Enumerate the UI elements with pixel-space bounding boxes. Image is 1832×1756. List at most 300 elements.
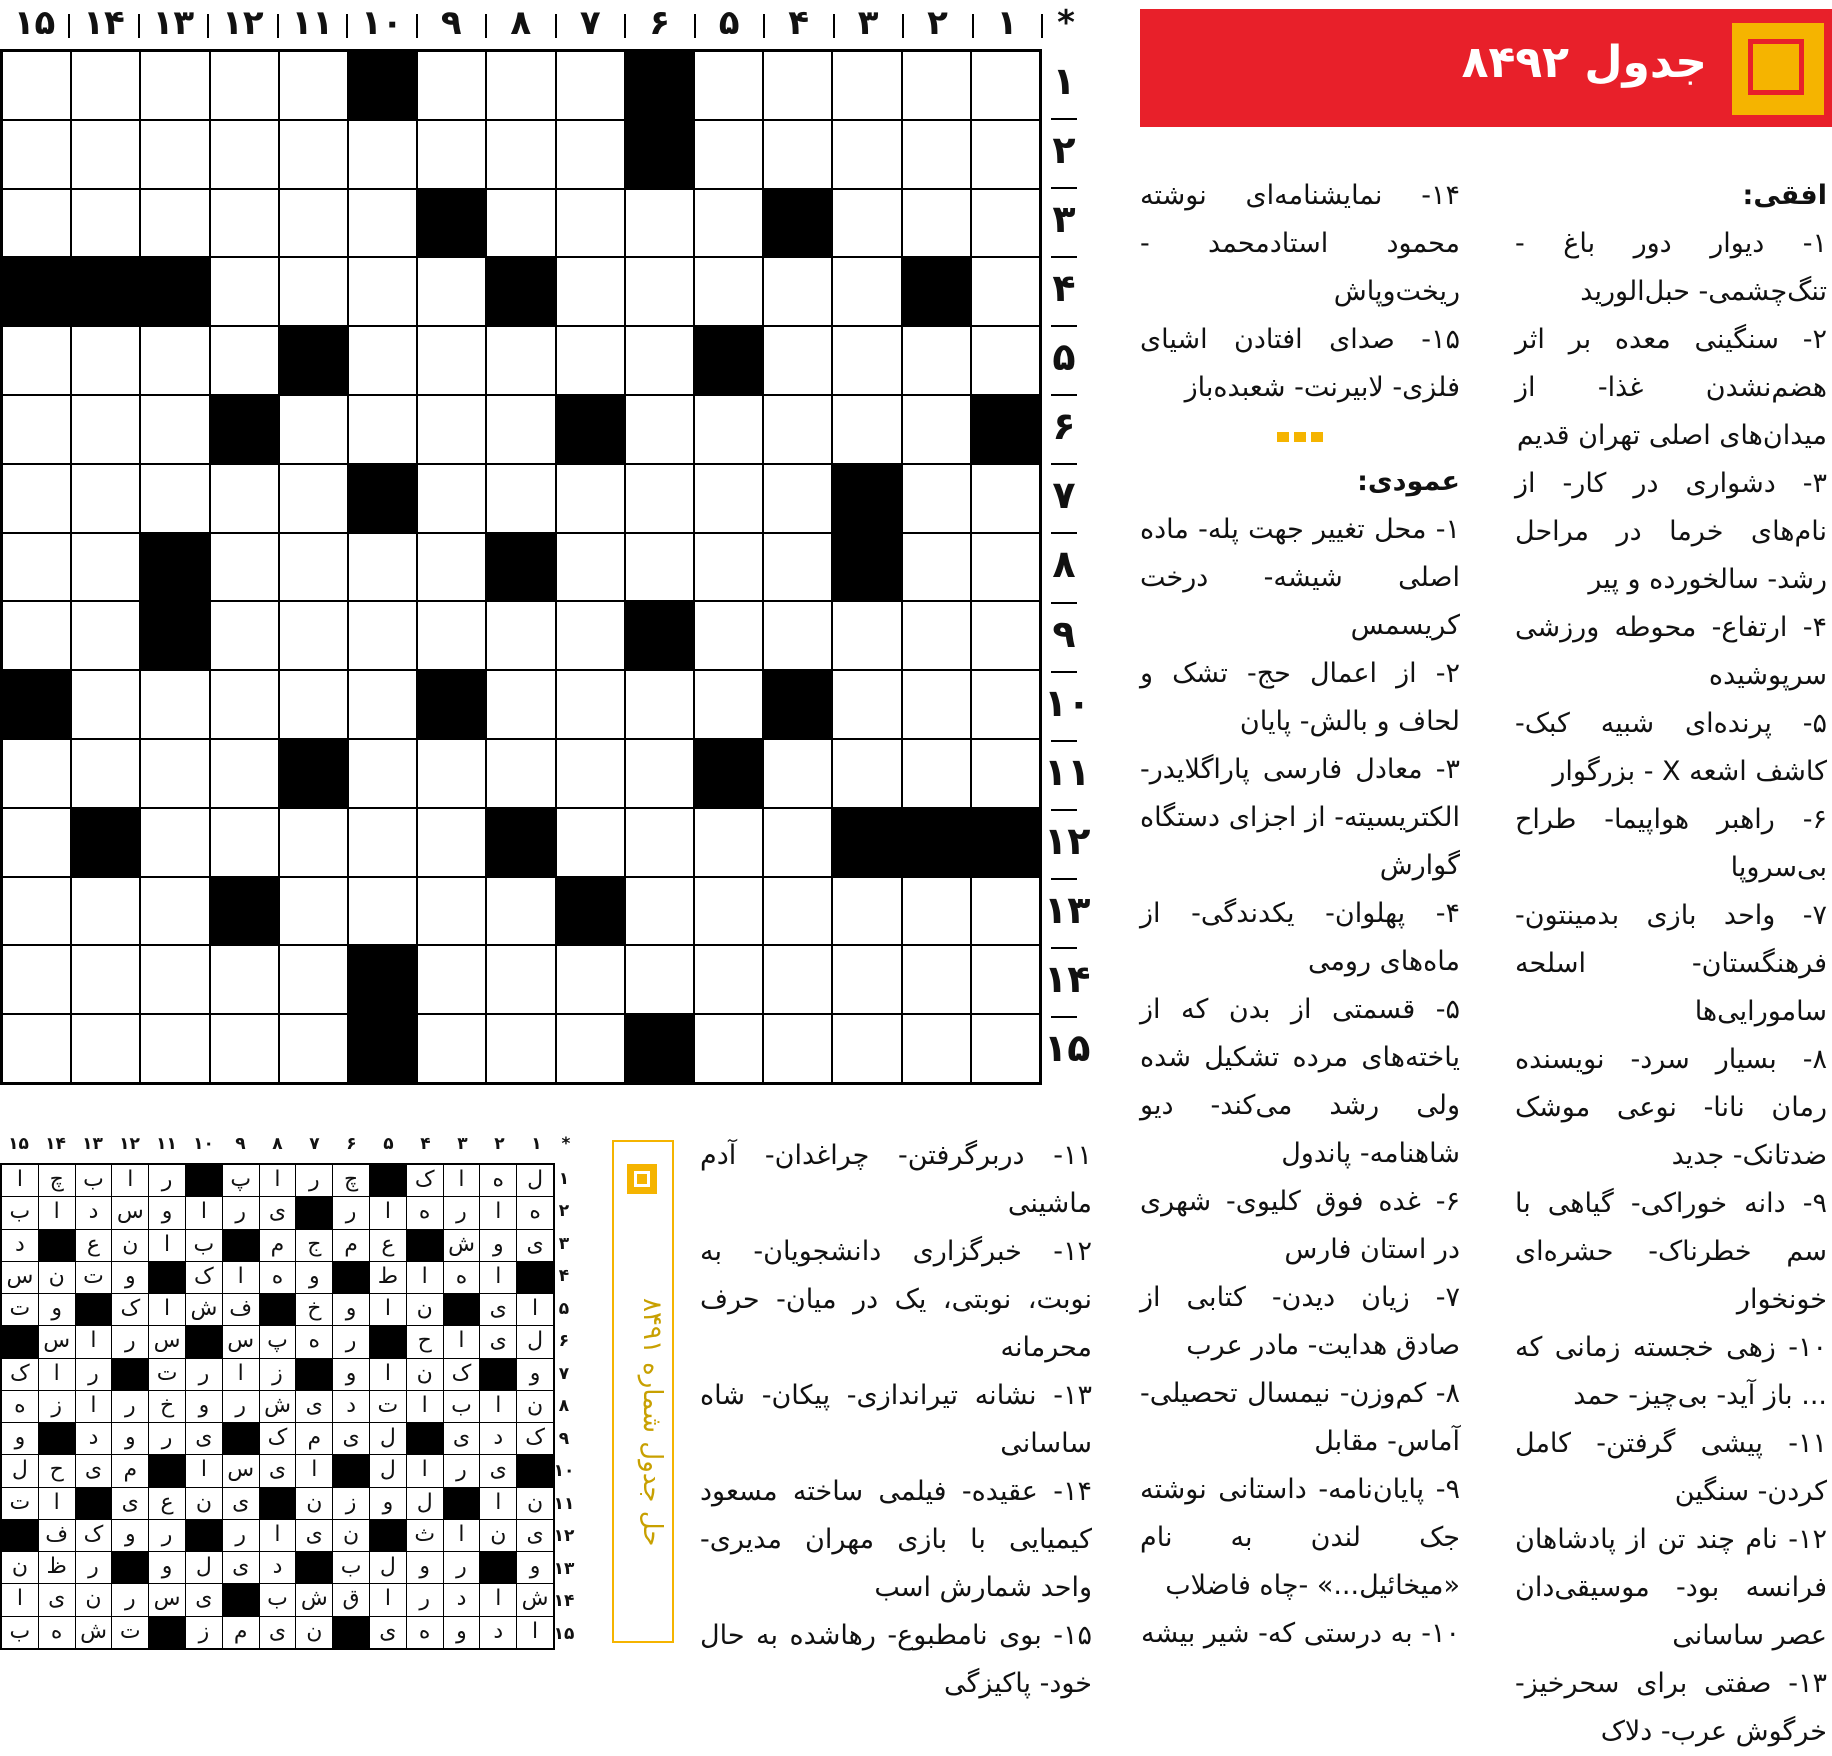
grid-cell xyxy=(557,190,624,257)
grid-cell xyxy=(972,809,1039,876)
solution-cell: ل xyxy=(517,1326,553,1357)
solution-cell: ل xyxy=(407,1488,443,1519)
solution-cell: ا xyxy=(76,1326,112,1357)
solution-cell: ا xyxy=(480,1488,516,1519)
grid-cell xyxy=(349,258,416,325)
grid-cell xyxy=(211,809,278,876)
solution-cell xyxy=(39,1230,75,1261)
solution-cell: ک xyxy=(186,1262,222,1293)
grid-cell xyxy=(418,121,485,188)
grid-cell xyxy=(141,809,208,876)
solution-cell: ز xyxy=(333,1488,369,1519)
grid-cell xyxy=(211,878,278,945)
solution-cell: ه xyxy=(407,1617,443,1648)
grid-cell xyxy=(487,671,554,738)
grid-cell xyxy=(833,602,900,669)
solution-row-number: ۲ xyxy=(558,1201,570,1222)
solution-cell: ن xyxy=(407,1294,443,1325)
solution-cell: ر xyxy=(333,1197,369,1228)
grid-cell xyxy=(626,396,693,463)
grid-cell xyxy=(72,121,139,188)
solution-cell: ن xyxy=(112,1230,148,1261)
grid-cell xyxy=(833,327,900,394)
grid-cell xyxy=(3,534,70,601)
solution-cell: چ xyxy=(333,1165,369,1196)
solution-cell xyxy=(370,1326,406,1357)
solution-cell: د xyxy=(76,1197,112,1228)
solution-cell: ب xyxy=(260,1584,296,1615)
grid-cell xyxy=(280,121,347,188)
solution-cell: ا xyxy=(223,1262,259,1293)
column-number: * xyxy=(1057,3,1075,43)
grid-cell xyxy=(833,1015,900,1082)
solution-cell: ز xyxy=(186,1617,222,1648)
solution-cell: ه xyxy=(517,1197,553,1228)
grid-cell xyxy=(557,1015,624,1082)
row-number: ۱۵ xyxy=(1044,1025,1091,1070)
clue-line: ۷- زیان دیدن- کتابی از صادق هدایت- مادر عرب xyxy=(1140,1282,1460,1361)
solution-cell: ی xyxy=(480,1294,516,1325)
solution-cell: خ xyxy=(149,1391,185,1422)
grid-cell xyxy=(349,465,416,532)
grid-cell xyxy=(487,602,554,669)
solution-cell: ر xyxy=(76,1552,112,1583)
solution-cell: و xyxy=(296,1262,332,1293)
solution-cell: ا xyxy=(370,1197,406,1228)
solution-cell: ی xyxy=(480,1326,516,1357)
solution-cell: ه xyxy=(296,1326,332,1357)
solution-cell: و xyxy=(39,1294,75,1325)
grid-cell xyxy=(972,190,1039,257)
solution-cell: ا xyxy=(407,1262,443,1293)
column-number: ۸ xyxy=(510,3,532,43)
solution-cell: ه xyxy=(260,1262,296,1293)
clue-line: ۱۵- صدای افتادن اشیای فلزی- لابیرنت- شعبده‌باز xyxy=(1140,324,1460,403)
grid-cell xyxy=(557,258,624,325)
grid-cell xyxy=(72,946,139,1013)
grid-cell xyxy=(418,534,485,601)
column-number: ۹ xyxy=(440,3,462,43)
solution-cell: و xyxy=(444,1617,480,1648)
grid-cell xyxy=(3,258,70,325)
solution-cell: و xyxy=(2,1423,38,1454)
header-banner xyxy=(1140,9,1832,127)
row-number: ۸ xyxy=(1052,542,1076,587)
solution-row-number: ۱۴ xyxy=(553,1591,575,1612)
grid-cell xyxy=(211,602,278,669)
solution-cell: ن xyxy=(407,1359,443,1390)
solution-cell: ا xyxy=(112,1165,148,1196)
solution-cell: ا xyxy=(186,1197,222,1228)
solution-cell: ر xyxy=(149,1520,185,1551)
solution-cell: ر xyxy=(112,1391,148,1422)
grid-cell xyxy=(72,1015,139,1082)
solution-row-number: ۹ xyxy=(558,1428,570,1449)
solution-cell: ی xyxy=(112,1488,148,1519)
solution-cell: ج xyxy=(296,1230,332,1261)
grid-cell xyxy=(972,52,1039,119)
solution-cell: ن xyxy=(2,1552,38,1583)
grid-cell xyxy=(211,534,278,601)
grid-cell xyxy=(764,121,831,188)
clue-line: ۱۵- بوی نامطبوع- رهاشده به حال خود- پاکیزگی xyxy=(700,1620,1092,1699)
solution-cell: ح xyxy=(407,1326,443,1357)
solution-cell: ر xyxy=(223,1197,259,1228)
grid-cell xyxy=(695,1015,762,1082)
solution-cell: ا xyxy=(39,1197,75,1228)
solution-cell: ت xyxy=(370,1391,406,1422)
grid-cell xyxy=(211,671,278,738)
grid-cell xyxy=(626,671,693,738)
solution-cell: ب xyxy=(444,1391,480,1422)
solution-cell: ک xyxy=(76,1520,112,1551)
grid-cell xyxy=(695,671,762,738)
solution-cell: ا xyxy=(2,1584,38,1615)
grid-cell xyxy=(833,258,900,325)
grid-cell xyxy=(833,809,900,876)
solution-cell: ن xyxy=(480,1520,516,1551)
solution-cell: م xyxy=(296,1423,332,1454)
solution-column-number: ۵ xyxy=(383,1134,394,1154)
grid-cell xyxy=(280,258,347,325)
grid-cell xyxy=(280,396,347,463)
solution-column-number: ۸ xyxy=(272,1134,283,1154)
solution-cell: ق xyxy=(333,1584,369,1615)
grid-cell xyxy=(211,740,278,807)
solution-cell: و xyxy=(149,1197,185,1228)
solution-cell: ه xyxy=(444,1262,480,1293)
solution-cell: و xyxy=(112,1262,148,1293)
grid-cell xyxy=(695,534,762,601)
grid-cell xyxy=(557,602,624,669)
solution-cell: ش xyxy=(517,1584,553,1615)
solution-cell: ن xyxy=(296,1617,332,1648)
grid-cell xyxy=(903,878,970,945)
solution-cell: ه xyxy=(480,1165,516,1196)
clue-line: ۳- دشواری در کار- از نام‌های خرما در مراحل رشد- سالخورده و پیر xyxy=(1515,468,1827,595)
grid-cell xyxy=(211,327,278,394)
solution-cell: د xyxy=(76,1423,112,1454)
grid-cell xyxy=(557,740,624,807)
grid-cell xyxy=(903,52,970,119)
clue-line: ۲- سنگینی معده بر اثر هضم‌نشدن غذا- از میدان‌های اصلی تهران قدیم xyxy=(1515,324,1827,451)
solution-cell: ش xyxy=(186,1294,222,1325)
grid-cell xyxy=(3,465,70,532)
grid-cell xyxy=(349,740,416,807)
grid-cell xyxy=(764,327,831,394)
grid-cell xyxy=(349,946,416,1013)
grid-cell xyxy=(626,946,693,1013)
solution-cell: ا xyxy=(444,1165,480,1196)
solution-cell: و xyxy=(407,1552,443,1583)
grid-cell xyxy=(626,190,693,257)
solution-cell: د xyxy=(480,1617,516,1648)
grid-cell xyxy=(903,465,970,532)
solution-cell: ی xyxy=(517,1520,553,1551)
grid-cell xyxy=(141,671,208,738)
solution-cell xyxy=(186,1326,222,1357)
solution-cell: ش xyxy=(76,1617,112,1648)
solution-row-number: ۱۱ xyxy=(553,1493,575,1514)
solution-cell: ا xyxy=(444,1520,480,1551)
solution-cell: ل xyxy=(517,1165,553,1196)
solution-cell: ز xyxy=(39,1391,75,1422)
solution-cell: ب xyxy=(186,1230,222,1261)
solution-cell: ل xyxy=(370,1455,406,1486)
solution-cell: ی xyxy=(76,1455,112,1486)
grid-cell xyxy=(349,52,416,119)
solution-cell xyxy=(223,1584,259,1615)
solution-cell: ظ xyxy=(39,1552,75,1583)
solution-cell: ز xyxy=(260,1359,296,1390)
grid-cell xyxy=(626,327,693,394)
solution-cell: ن xyxy=(76,1584,112,1615)
grid-cell xyxy=(418,327,485,394)
solution-cell: و xyxy=(517,1359,553,1390)
grid-cell xyxy=(211,258,278,325)
grid-cell xyxy=(141,327,208,394)
grid-cell xyxy=(557,327,624,394)
grid-cell xyxy=(557,121,624,188)
solution-cell xyxy=(76,1294,112,1325)
grid-cell xyxy=(349,396,416,463)
grid-cell xyxy=(418,878,485,945)
solution-cell: ا xyxy=(480,1197,516,1228)
grid-cell xyxy=(764,602,831,669)
solution-column-number: ۱ xyxy=(531,1134,542,1154)
grid-cell xyxy=(418,809,485,876)
solution-cell: ر xyxy=(186,1359,222,1390)
solution-cell xyxy=(333,1617,369,1648)
solution-cell: ط xyxy=(370,1262,406,1293)
grid-cell xyxy=(833,396,900,463)
solution-column-number: ۷ xyxy=(309,1134,320,1154)
solution-cell: ا xyxy=(407,1455,443,1486)
column-number: ۱۳ xyxy=(152,3,195,43)
clue-line: ۱۴- عقیده- فیلمی ساخته مسعود کیمیایی با بازی مهران مدیری- واحد شمارش اسب xyxy=(700,1476,1092,1603)
solution-cell: ن xyxy=(186,1488,222,1519)
clue-line: ۴- پهلوان- یکدندگی- از ماه‌های رومی xyxy=(1140,898,1460,977)
grid-cell xyxy=(626,602,693,669)
grid-cell xyxy=(487,258,554,325)
clue-line: ۱- محل تغییر جهت پله- ماده اصلی شیشه- درخت کریسمس xyxy=(1140,514,1460,641)
grid-cell xyxy=(349,190,416,257)
clue-line: ۹- دانه خوراکی- گیاهی با سم خطرناک- حشره‌ای خونخوار xyxy=(1515,1188,1827,1315)
grid-cell xyxy=(72,878,139,945)
grid-cell xyxy=(349,534,416,601)
row-number: ۶ xyxy=(1052,404,1076,449)
grid-cell xyxy=(903,190,970,257)
row-number: ۲ xyxy=(1052,128,1076,173)
solution-cell: ا xyxy=(517,1294,553,1325)
solution-cell: ن xyxy=(39,1262,75,1293)
grid-cell xyxy=(695,740,762,807)
solution-cell: ی xyxy=(260,1197,296,1228)
grid-cell xyxy=(487,190,554,257)
grid-cell xyxy=(487,52,554,119)
solution-cell: ب xyxy=(76,1165,112,1196)
solution-cell: ش xyxy=(260,1391,296,1422)
solution-cell xyxy=(296,1359,332,1390)
grid-cell xyxy=(487,946,554,1013)
grid-cell xyxy=(695,602,762,669)
grid-cell xyxy=(972,465,1039,532)
solution-cell xyxy=(223,1230,259,1261)
solution-cell: ن xyxy=(517,1391,553,1422)
page-title: جدول ۸۴۹۲ xyxy=(1461,37,1707,88)
solution-cell: ا xyxy=(407,1391,443,1422)
row-number: ۱۴ xyxy=(1044,956,1091,1001)
solution-row-number: ۱ xyxy=(558,1169,570,1189)
grid-cell xyxy=(972,946,1039,1013)
solution-row-number: ۷ xyxy=(558,1363,570,1384)
grid-cell xyxy=(833,878,900,945)
grid-cell xyxy=(141,52,208,119)
clue-line: ۷- واحد بازی بدمینتون- فرهنگستان- اسلحه سامورایی‌ها xyxy=(1515,900,1827,1027)
grid-cell xyxy=(695,878,762,945)
solution-logo-icon xyxy=(627,1164,657,1194)
solution-cell xyxy=(296,1197,332,1228)
solution-cell: ر xyxy=(333,1326,369,1357)
grid-cell xyxy=(211,465,278,532)
grid-cell xyxy=(487,534,554,601)
grid-cell xyxy=(487,740,554,807)
grid-cell xyxy=(3,740,70,807)
solution-grid xyxy=(0,1163,555,1650)
solution-cell: ف xyxy=(39,1520,75,1551)
solution-cell: س xyxy=(2,1262,38,1293)
grid-cell xyxy=(903,946,970,1013)
grid-cell xyxy=(833,465,900,532)
column-number: ۱۲ xyxy=(222,3,264,43)
solution-cell: ا xyxy=(480,1391,516,1422)
grid-cell xyxy=(280,1015,347,1082)
grid-cell xyxy=(972,121,1039,188)
column-number: ۱۱ xyxy=(291,3,334,43)
row-number: ۷ xyxy=(1052,473,1076,518)
grid-cell xyxy=(972,671,1039,738)
solution-row-number: ۴ xyxy=(558,1266,570,1287)
solution-cell: ا xyxy=(149,1230,185,1261)
grid-cell xyxy=(972,258,1039,325)
solution-cell xyxy=(480,1552,516,1583)
solution-cell: ت xyxy=(149,1359,185,1390)
grid-cell xyxy=(418,190,485,257)
solution-cell: س xyxy=(223,1455,259,1486)
grid-cell xyxy=(141,534,208,601)
grid-cell xyxy=(557,534,624,601)
solution-cell: ع xyxy=(370,1230,406,1261)
grid-cell xyxy=(487,121,554,188)
column-number: ۳ xyxy=(857,3,879,43)
grid-cell xyxy=(72,534,139,601)
clue-line: ۲- از اعمال حج- تشک و لحاف و بالش- پایان xyxy=(1140,658,1460,737)
solution-column-number: ۳ xyxy=(457,1134,468,1154)
solution-cell xyxy=(2,1520,38,1551)
solution-cell: ی xyxy=(186,1584,222,1615)
solution-cell xyxy=(296,1552,332,1583)
grid-cell xyxy=(3,946,70,1013)
grid-cell xyxy=(141,602,208,669)
solution-cell xyxy=(444,1294,480,1325)
solution-column-number: ۱۰ xyxy=(193,1134,214,1154)
solution-row-number: ۳ xyxy=(558,1233,570,1254)
grid-cell xyxy=(487,1015,554,1082)
grid-cell xyxy=(833,190,900,257)
grid-cell xyxy=(764,534,831,601)
column-number: ۶ xyxy=(649,3,671,43)
solution-column-number: ۱۳ xyxy=(82,1134,103,1154)
grid-cell xyxy=(280,534,347,601)
grid-cell xyxy=(764,809,831,876)
grid-cell xyxy=(626,465,693,532)
grid-cell xyxy=(626,809,693,876)
grid-cell xyxy=(280,52,347,119)
row-number: ۹ xyxy=(1052,611,1076,656)
grid-cell xyxy=(72,258,139,325)
solution-cell: ل xyxy=(186,1552,222,1583)
solution-cell xyxy=(39,1423,75,1454)
grid-cell xyxy=(141,465,208,532)
solution-cell: و xyxy=(186,1391,222,1422)
solution-cell: ا xyxy=(517,1617,553,1648)
solution-cell: س xyxy=(149,1326,185,1357)
solution-cell: س xyxy=(149,1584,185,1615)
solution-cell: ا xyxy=(39,1359,75,1390)
grid-cell xyxy=(211,190,278,257)
solution-cell: ر xyxy=(407,1584,443,1615)
grid-cell xyxy=(764,258,831,325)
solution-cell xyxy=(517,1455,553,1486)
grid-cell xyxy=(764,396,831,463)
grid-cell xyxy=(280,190,347,257)
grid-cell xyxy=(280,671,347,738)
grid-cell xyxy=(418,740,485,807)
grid-cell xyxy=(487,327,554,394)
solution-cell: ی xyxy=(333,1423,369,1454)
grid-cell xyxy=(972,534,1039,601)
solution-cell: ن xyxy=(517,1488,553,1519)
clue-line: ۳- معادل فارسی پاراگلایدر- الکتریسیته- از اجزای دستگاه گوارش xyxy=(1140,754,1460,881)
solution-cell: پ xyxy=(260,1326,296,1357)
solution-cell xyxy=(333,1455,369,1486)
solution-cell: ک xyxy=(260,1423,296,1454)
solution-cell: ا xyxy=(296,1455,332,1486)
solution-column-number: ۱۵ xyxy=(8,1134,29,1154)
grid-cell xyxy=(695,258,762,325)
grid-cell xyxy=(3,809,70,876)
clue-line: ۱۱- دربرگرفتن- چراغدان- آدم ماشینی xyxy=(700,1140,1092,1219)
grid-cell xyxy=(487,809,554,876)
grid-cell xyxy=(141,258,208,325)
solution-cell: ر xyxy=(76,1359,112,1390)
column-number: ۴ xyxy=(788,3,809,43)
clue-line: ۵- پرنده‌ای شبیه کبک- کاشف اشعه X - بزرگوار xyxy=(1515,708,1827,787)
solution-row-number: ۱۲ xyxy=(553,1526,575,1547)
solution-cell: ک xyxy=(407,1165,443,1196)
grid-cell xyxy=(3,190,70,257)
column-number: ۱۵ xyxy=(13,3,56,43)
grid-cell xyxy=(972,396,1039,463)
solution-cell xyxy=(76,1488,112,1519)
grid-cell xyxy=(972,1015,1039,1082)
grid-cell xyxy=(903,121,970,188)
solution-cell: ف xyxy=(223,1294,259,1325)
solution-cell xyxy=(480,1359,516,1390)
solution-cell: ب xyxy=(333,1552,369,1583)
grid-cell xyxy=(903,534,970,601)
grid-cell xyxy=(833,671,900,738)
